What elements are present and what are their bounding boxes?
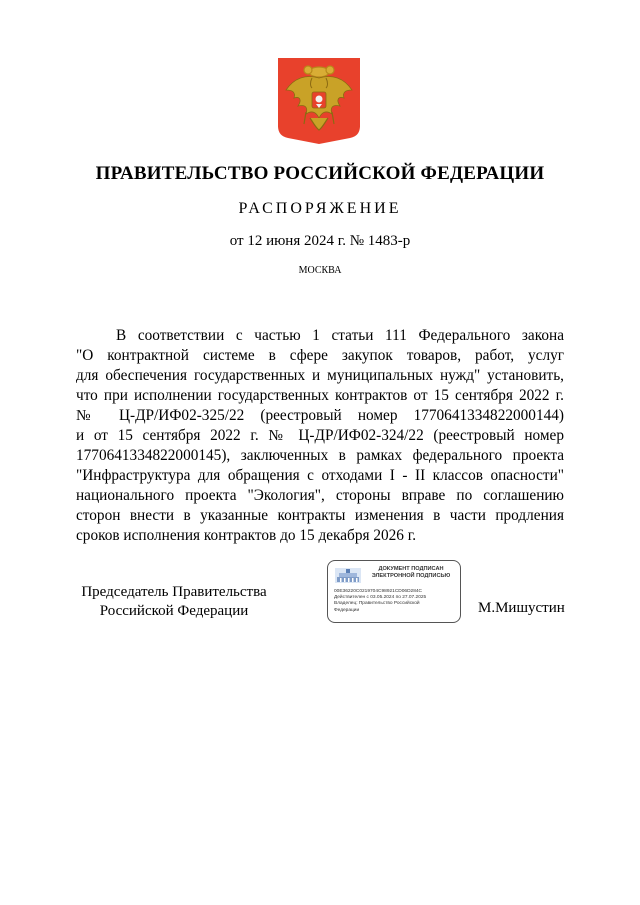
order-text-line: сторон внести в указанные контракты изменения в части продления <box>76 507 564 524</box>
order-text-line: и от 15 сентября 2022 г. № Ц-ДР/ИФ02-324/22 (реестровый номер <box>76 427 564 444</box>
esign-details <box>334 589 458 614</box>
esign-owner-line1: Владелец: Правительство Российской <box>334 601 420 607</box>
coat-of-arms-icon <box>276 56 362 144</box>
document-city: МОСКВА <box>298 265 342 276</box>
esign-owner-line2: Федерации <box>334 607 360 613</box>
government-building-icon <box>334 567 362 584</box>
document-type: РАСПОРЯЖЕНИЕ <box>238 200 402 217</box>
order-text-line: "О контрактной системе в сфере закупок товаров, работ, услуг <box>76 347 564 364</box>
signer-position-line1: Председатель Правительства <box>81 584 267 600</box>
order-text-line: сроков исполнения контрактов до 15 декабря 2026 г. <box>76 527 417 544</box>
order-text-line: что при исполнении государственных контрактов от 15 сентября 2022 г. <box>76 387 564 404</box>
esign-heading <box>364 566 458 580</box>
order-text-line: В соответствии с частью 1 статьи 111 Федерального закона <box>116 327 564 344</box>
order-text-line: № Ц-ДР/ИФ02-325/22 (реестровый номер 1770641334822000144) <box>76 407 564 424</box>
esign-validity: Действителен с 03.05.2024 по 27.07.2025 <box>334 595 427 601</box>
signer-position <box>74 583 274 621</box>
government-title: ПРАВИТЕЛЬСТВО РОССИЙСКОЙ ФЕДЕРАЦИИ <box>95 163 545 184</box>
esign-heading-line2: ЭЛЕКТРОННОЙ ПОДПИСЬЮ <box>371 573 451 579</box>
signer-position-line2: Российской Федерации <box>99 603 249 619</box>
order-text-line: для обеспечения государственных и муниципальных нужд" установить, <box>76 367 564 384</box>
electronic-signature-stamp <box>327 560 461 623</box>
order-text-line: "Инфраструктура для обращения с отходами I - II классов опасности" <box>76 467 564 484</box>
document-date-number: от 12 июня 2024 г. № 1483-р <box>229 233 411 249</box>
esign-heading-line1: ДОКУМЕНТ ПОДПИСАН <box>378 566 444 572</box>
order-text-line: национального проекта "Экология", стороны вправе по соглашению <box>76 487 564 504</box>
order-text-line: 1770641334822000145), заключенных в рамках федерального проекта <box>76 447 564 464</box>
esign-serial: 00E36220C0219704C98921CD06D284C <box>334 589 423 594</box>
signer-name: М.Мишустин <box>478 600 565 616</box>
order-text <box>76 326 564 546</box>
